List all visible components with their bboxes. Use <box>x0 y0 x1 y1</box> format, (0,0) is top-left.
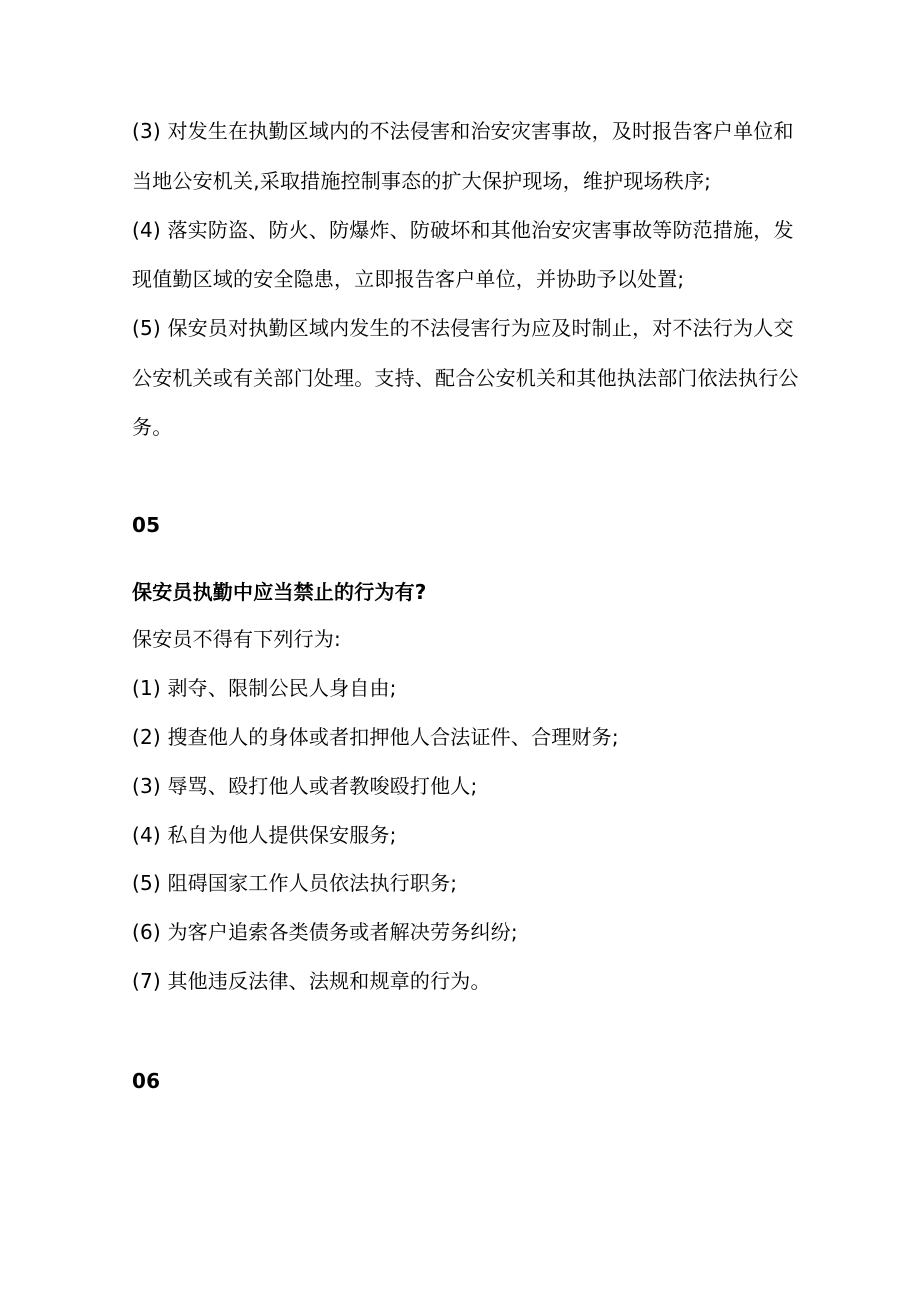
list-item: (6) 为客户追索各类债务或者解决劳务纠纷; <box>132 920 518 944</box>
item-4-line-2: 现值勤区域的安全隐患，立即报告客户单位，并协助予以处置; <box>132 267 685 291</box>
item-5-line-3: 务。 <box>132 415 173 439</box>
item-5-line-1: (5) 保安员对执勤区域内发生的不法侵害行为应及时制止，对不法行为人交 <box>132 316 794 340</box>
item-4-line-1: (4) 落实防盗、防火、防爆炸、防破坏和其他治安灾害事故等防范措施，发 <box>132 218 794 242</box>
item-3-line-2: 当地公安机关,采取措施控制事态的扩大保护现场，维护现场秩序; <box>132 169 712 193</box>
section-number-05: 05 <box>132 513 161 537</box>
list-item: (2) 搜查他人的身体或者扣押他人合法证件、合理财务; <box>132 725 619 749</box>
list-item: (1) 剥夺、限制公民人身自由; <box>132 676 397 700</box>
section-05-intro: 保安员不得有下列行为: <box>132 627 341 651</box>
section-number-06: 06 <box>132 1069 161 1093</box>
item-3-line-1: (3) 对发生在执勤区域内的不法侵害和治安灾害事故，及时报告客户单位和 <box>132 119 794 143</box>
item-5-line-2: 公安机关或有关部门处理。支持、配合公安机关和其他执法部门依法执行公 <box>132 366 799 390</box>
list-item: (4) 私自为他人提供保安服务; <box>132 823 397 847</box>
list-item: (5) 阻碍国家工作人员依法执行职务; <box>132 871 458 895</box>
list-item: (7) 其他违反法律、法规和规章的行为。 <box>132 969 491 993</box>
section-05-question: 保安员执勤中应当禁止的行为有? <box>132 580 427 604</box>
list-item: (3) 辱骂、殴打他人或者教唆殴打他人; <box>132 774 478 798</box>
